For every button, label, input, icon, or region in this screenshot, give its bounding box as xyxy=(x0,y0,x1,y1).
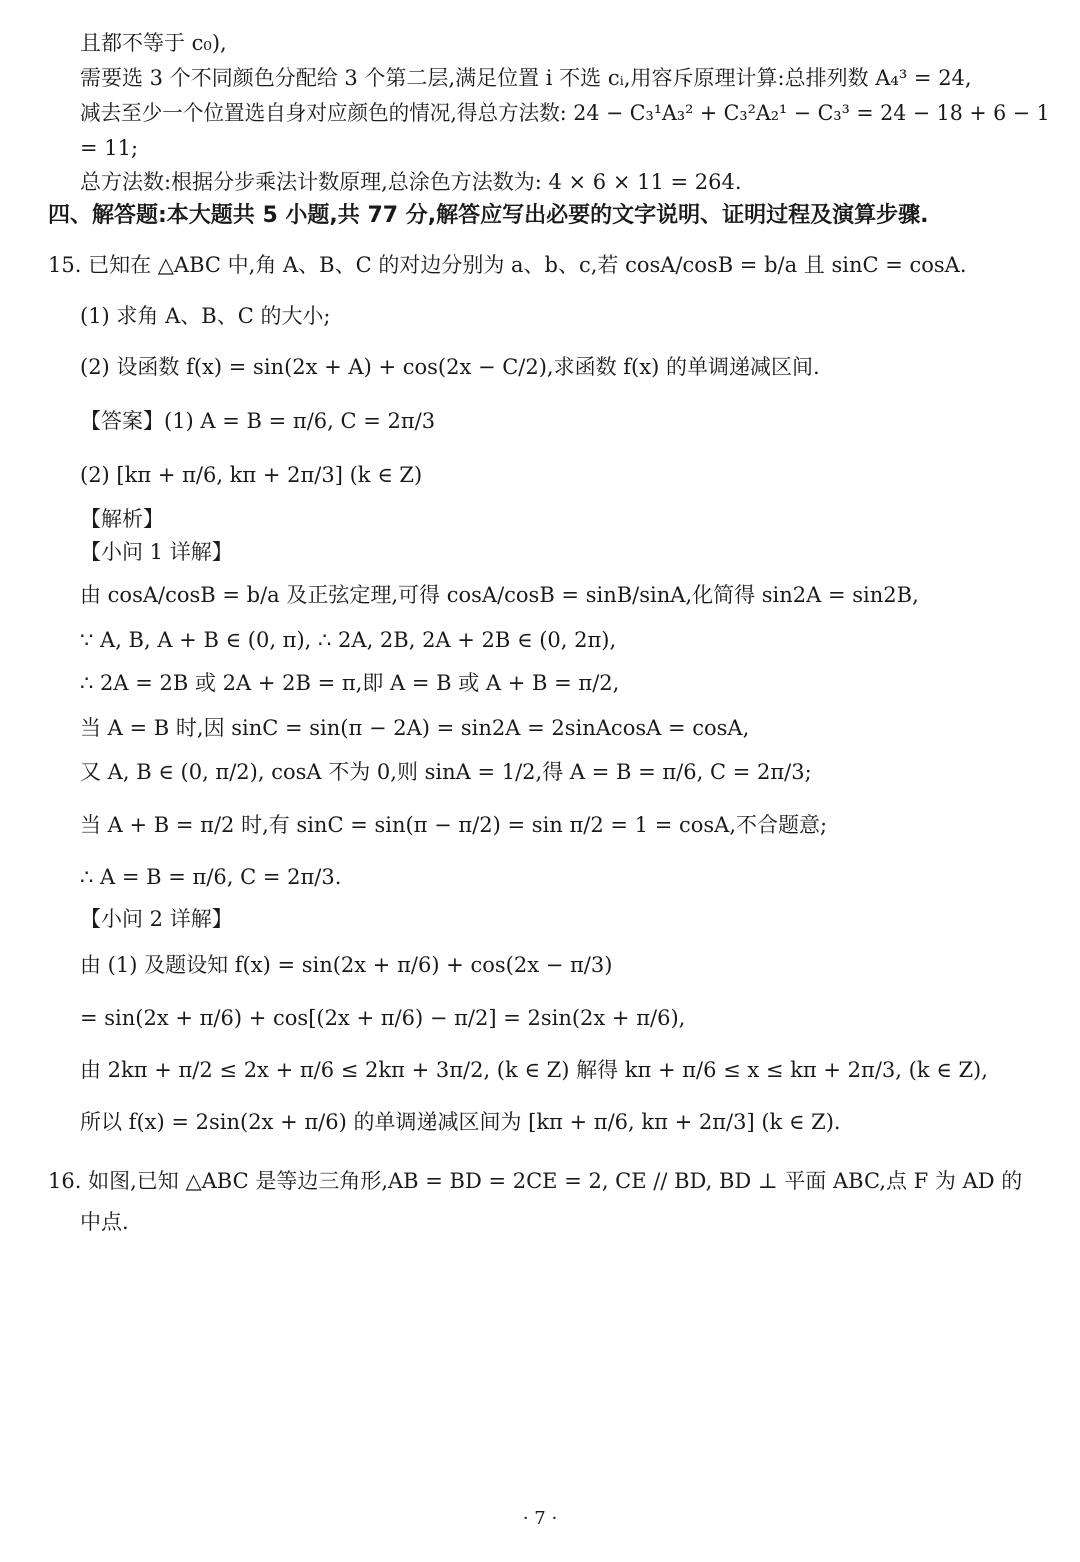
prev-line-1: 且都不等于 c₀), xyxy=(80,31,227,55)
answer-label: 【答案】 xyxy=(80,409,164,433)
q16-stem-line-2: 中点. xyxy=(80,1210,129,1234)
answer-1: (1) A = B = π/6, C = 2π/3 xyxy=(164,409,436,433)
prev-line-2: 需要选 3 个不同颜色分配给 3 个第二层,满足位置 i 不选 cᵢ,用容斥原理计算:总排列数 A₄³ = 24, xyxy=(80,66,972,90)
q15-stem: 已知在 △ABC 中,角 A、B、C 的对边分别为 a、b、c,若 cosA/cosB = b/a 且 sinC = cosA. xyxy=(88,253,967,277)
sub1-line-5: 又 A, B ∈ (0, π/2), cosA 不为 0,则 sinA = 1/2,得 A = B = π/6, C = 2π/3; xyxy=(80,760,812,784)
sub2-line-1: 由 (1) 及题设知 f(x) = sin(2x + π/6) + cos(2x − π/3) xyxy=(80,953,613,977)
prev-line-4: = 11; xyxy=(80,136,139,160)
q15-answer-line-1 xyxy=(80,406,435,436)
sub1-line-6: 当 A + B = π/2 时,有 sinC = sin(π − π/2) = sin π/2 = 1 = cosA,不合题意; xyxy=(80,813,828,837)
prev-line-5: 总方法数:根据分步乘法计数原理,总涂色方法数为: 4 × 6 × 11 = 264. xyxy=(80,170,742,194)
q15-answer-2: (2) [kπ + π/6, kπ + 2π/3] (k ∈ Z) xyxy=(80,463,423,487)
sub1-label: 【小问 1 详解】 xyxy=(80,540,233,564)
sub2-line-4: 所以 f(x) = 2sin(2x + π/6) 的单调递减区间为 [kπ + π/6, kπ + 2π/3] (k ∈ Z). xyxy=(80,1110,841,1134)
sub2-line-2: = sin(2x + π/6) + cos[(2x + π/6) − π/2] = 2sin(2x + π/6), xyxy=(80,1006,686,1030)
q15-stem-line xyxy=(48,250,967,280)
sub1-line-2: ∵ A, B, A + B ∈ (0, π), ∴ 2A, 2B, 2A + 2B ∈ (0, 2π), xyxy=(80,628,617,652)
prev-line-3: 减去至少一个位置选自身对应颜色的情况,得总方法数: 24 − C₃¹A₃² + C₃²A₂¹ − C₃³ = 24 − 18 + 6 − 1 xyxy=(80,101,1050,125)
sub2-label: 【小问 2 详解】 xyxy=(80,907,233,931)
q15-part-1: (1) 求角 A、B、C 的大小; xyxy=(80,304,331,328)
q16-stem-line-1 xyxy=(48,1166,1022,1196)
q15-number: 15. xyxy=(48,253,82,277)
sub1-line-7: ∴ A = B = π/6, C = 2π/3. xyxy=(80,865,342,889)
sub1-line-1: 由 cosA/cosB = b/a 及正弦定理,可得 cosA/cosB = sinB/sinA,化简得 sin2A = sin2B, xyxy=(80,583,919,607)
q15-part-2: (2) 设函数 f(x) = sin(2x + A) + cos(2x − C/2),求函数 f(x) 的单调递减区间. xyxy=(80,355,820,379)
sub1-line-3: ∴ 2A = 2B 或 2A + 2B = π,即 A = B 或 A + B = π/2, xyxy=(80,671,620,695)
q16-number: 16. xyxy=(48,1169,82,1193)
sub1-line-4: 当 A = B 时,因 sinC = sin(π − 2A) = sin2A = 2sinAcosA = cosA, xyxy=(80,716,750,740)
sub2-line-3: 由 2kπ + π/2 ≤ 2x + π/6 ≤ 2kπ + 3π/2, (k ∈ Z) 解得 kπ + π/6 ≤ x ≤ kπ + 2π/3, (k ∈ Z), xyxy=(80,1058,988,1082)
q16-stem-1: 如图,已知 △ABC 是等边三角形,AB = BD = 2CE = 2, CE // BD, BD ⊥ 平面 ABC,点 F 为 AD 的 xyxy=(88,1169,1023,1193)
section-heading: 四、解答题:本大题共 5 小题,共 77 分,解答应写出必要的文字说明、证明过程及演算步骤. xyxy=(48,203,929,228)
analysis-label: 【解析】 xyxy=(80,507,164,531)
page-number: · 7 · xyxy=(522,1508,558,1529)
